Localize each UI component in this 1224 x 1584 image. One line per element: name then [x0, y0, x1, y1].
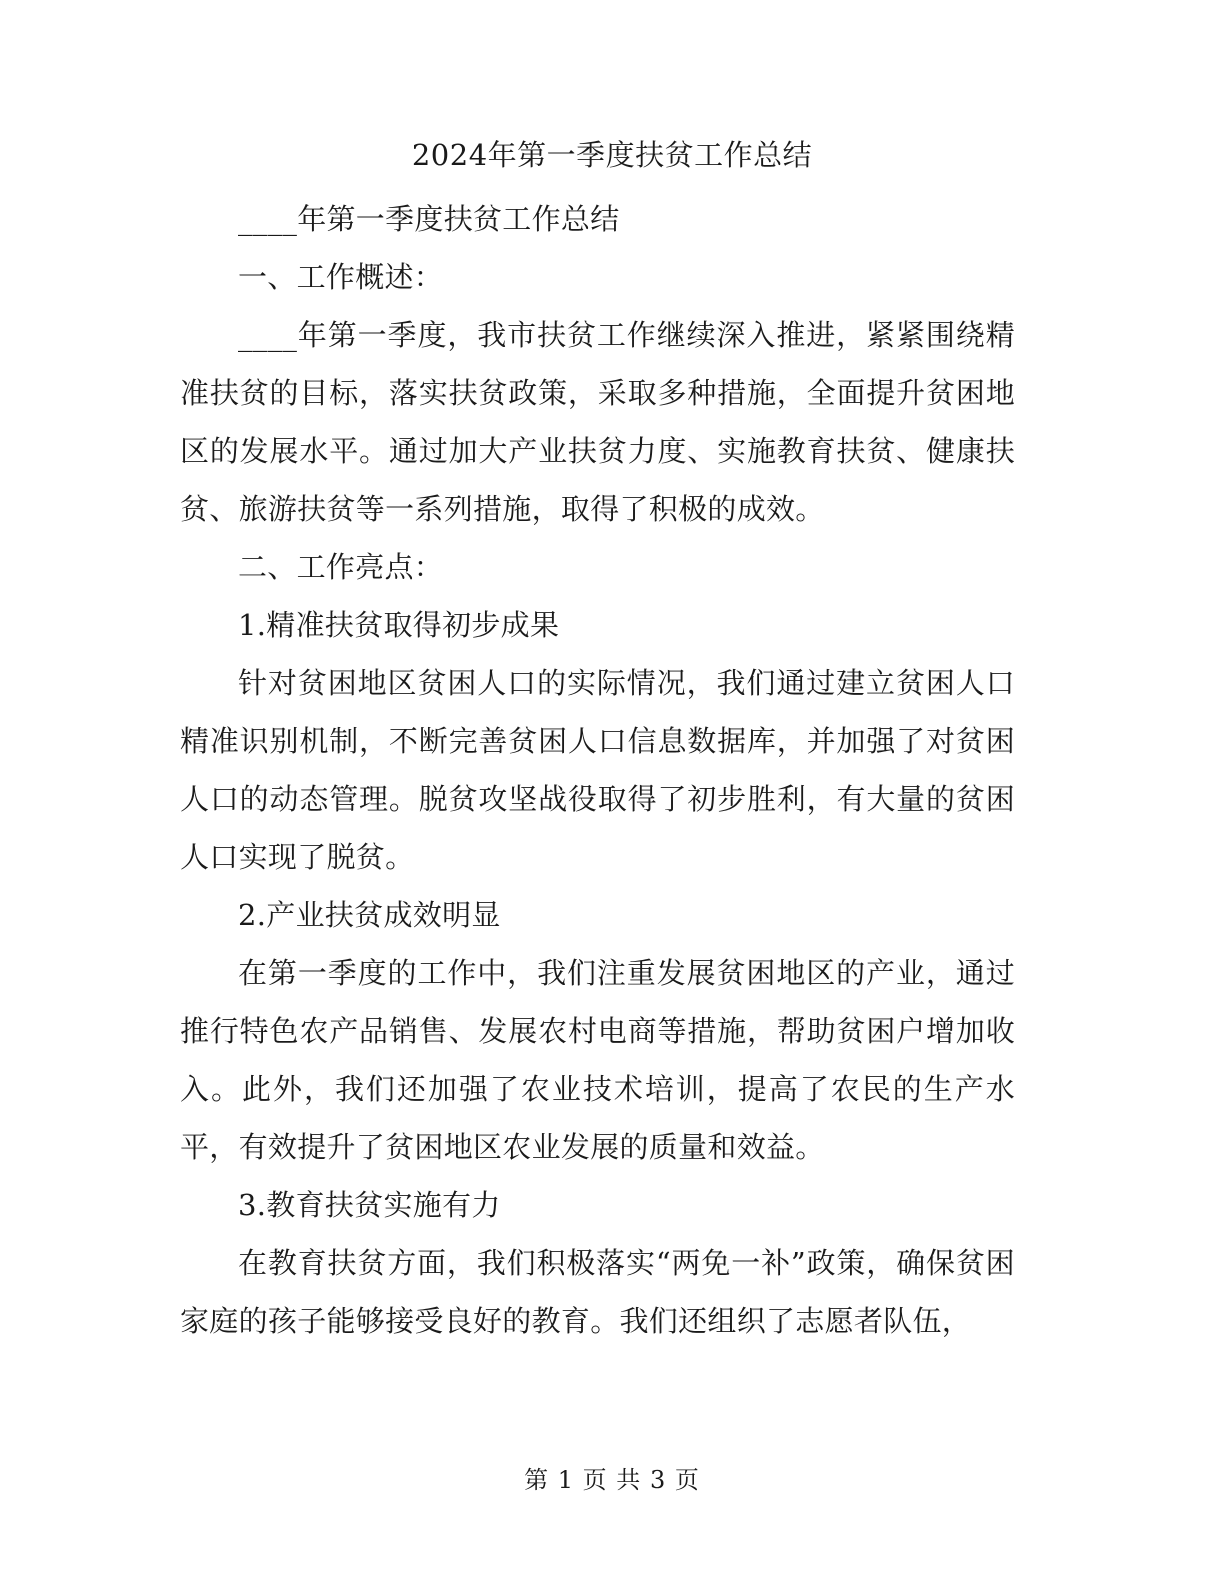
document-title: 2024年第一季度扶贫工作总结 — [411, 138, 813, 172]
document-body — [180, 190, 1015, 1350]
subheading-education-poverty: 3.教育扶贫实施有力 — [238, 1188, 501, 1222]
paragraph-education-poverty: 在教育扶贫方面，我们积极落实“两免一补”政策，确保贫困家庭的孩子能够接受良好的教育。我们还组织了志愿者队伍， — [180, 1246, 1015, 1338]
paragraph-precise-poverty: 针对贫困地区贫困人口的实际情况，我们通过建立贫困人口精准识别机制，不断完善贫困人口信息数据库，并加强了对贫困人口的动态管理。脱贫攻坚战役取得了初步胜利，有大量的贫困人口实现了脱贫。 — [180, 666, 1015, 874]
subheading-industry-poverty: 2.产业扶贫成效明显 — [238, 898, 501, 932]
section-heading-overview: 一、工作概述： — [238, 260, 444, 294]
page-number-footer: 第 1 页 共 3 页 — [524, 1466, 700, 1494]
paragraph-subtitle: ____年第一季度扶贫工作总结 — [238, 202, 620, 236]
paragraph-overview: ____年第一季度，我市扶贫工作继续深入推进，紧紧围绕精准扶贫的目标，落实扶贫政策，采取多种措施，全面提升贫困地区的发展水平。通过加大产业扶贫力度、实施教育扶贫、健康扶贫、旅游扶贫等一系列措施，取得了积极的成效。 — [180, 318, 1015, 526]
paragraph-industry-poverty: 在第一季度的工作中，我们注重发展贫困地区的产业，通过推行特色农产品销售、发展农村电商等措施，帮助贫困户增加收入。此外，我们还加强了农业技术培训，提高了农民的生产水平，有效提升了贫困地区农业发展的质量和效益。 — [180, 956, 1015, 1164]
section-heading-highlights: 二、工作亮点： — [238, 550, 444, 584]
subheading-precise-poverty: 1.精准扶贫取得初步成果 — [238, 608, 560, 642]
